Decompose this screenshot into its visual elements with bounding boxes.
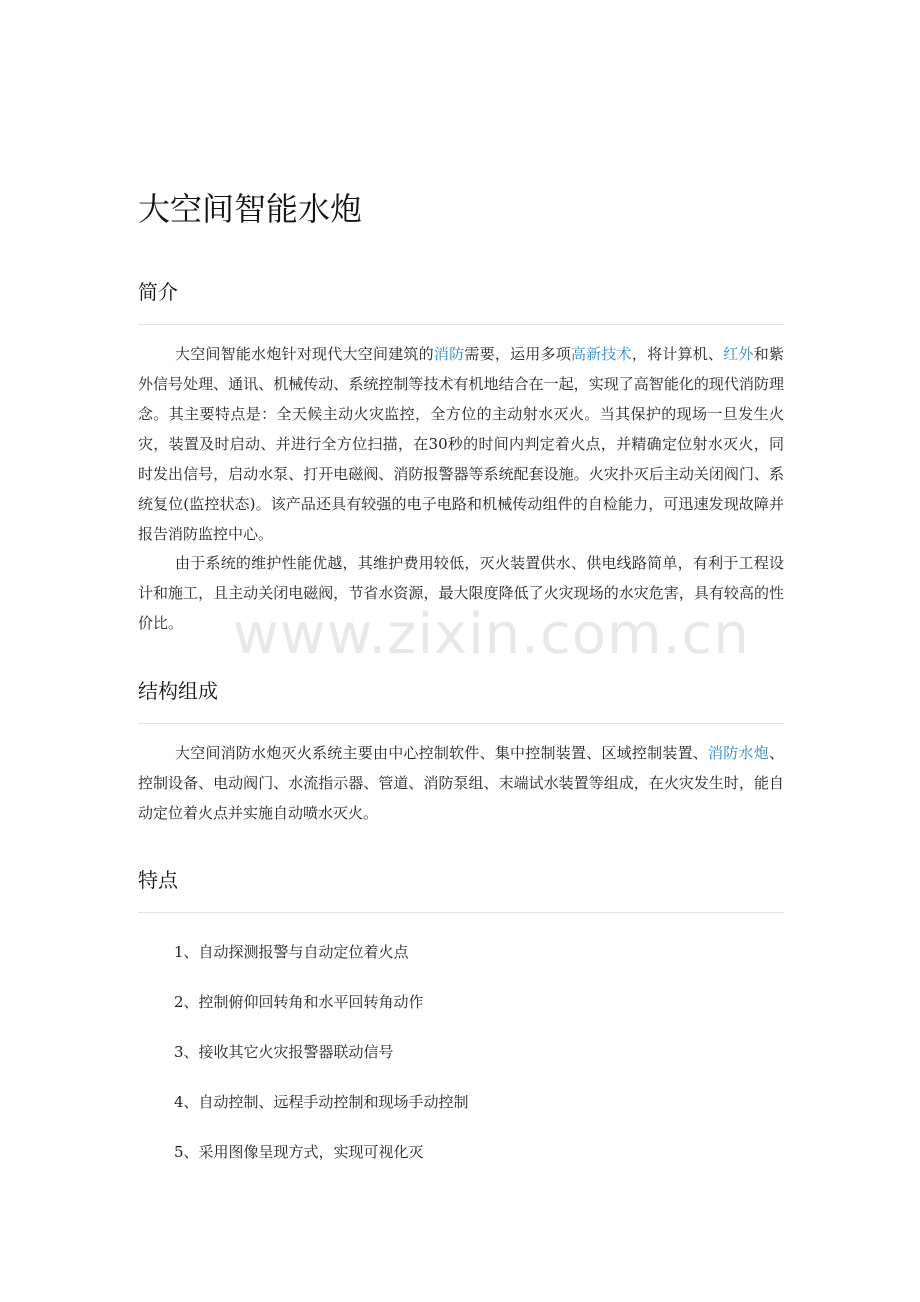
section-divider — [138, 324, 784, 325]
inline-link[interactable]: 消防水炮 — [708, 744, 769, 762]
feature-item: 2、控制俯仰回转角和水平回转角动作 — [174, 993, 424, 1011]
structure-paragraph — [138, 738, 784, 828]
text-run: 和紫外信号处理、通讯、机械传动、系统控制等技术有机地结合在一起，实现了高智能化的现代消防理念。其主要特点是：全天候主动火灾监控，全方位的主动射水灭火。当其保护的现场一旦发生火灾，装置及时启动、并进行全方位扫描，在30秒的时间内判定着火点，并精确定位射水灭火，同时发出信号，启动水泵、打开电磁阀、消防报警器等系统配套设施。火灾扑灭后主动关闭阀门、系统复位(监控状态)。该产品还具有较强的电子电路和机械传动组件的自检能力，可迅速发现故障并报告消防监控中心。 — [138, 345, 784, 543]
text-run: 需要，运用多项 — [464, 345, 571, 363]
feature-item: 5、采用图像呈现方式，实现可视化灭 — [174, 1143, 424, 1161]
section-heading-structure: 结构组成 — [138, 679, 218, 703]
intro-paragraph-2: 由于系统的维护性能优越，其维护费用较低，灭火装置供水、供电线路简单，有利于工程设计和施工，且主动关闭电磁阀，节省水资源，最大限度降低了火灾现场的水灾危害，具有较高的性价比。 — [138, 554, 784, 632]
watermark: www.zixin.com.cn — [233, 602, 750, 667]
feature-item: 1、自动探测报警与自动定位着火点 — [174, 943, 409, 961]
intro-paragraph-1 — [138, 339, 784, 549]
page-title: 大空间智能水炮 — [138, 190, 363, 228]
section-divider — [138, 723, 784, 724]
inline-link[interactable]: 红外 — [723, 345, 754, 363]
text-run: 大空间消防水炮灭火系统主要由中心控制软件、集中控制装置、区域控制装置、 — [175, 744, 709, 762]
inline-link[interactable]: 消防 — [433, 345, 465, 363]
feature-item: 4、自动控制、远程手动控制和现场手动控制 — [174, 1093, 469, 1111]
section-heading-features: 特点 — [138, 868, 178, 892]
features-list — [174, 937, 469, 1187]
text-run: 大空间智能水炮针对现代大空间建筑的 — [175, 345, 434, 363]
text-run: ，将计算机、 — [631, 345, 724, 363]
section-heading-intro: 简介 — [138, 280, 178, 304]
feature-item: 3、接收其它火灾报警器联动信号 — [174, 1043, 394, 1061]
section-divider — [138, 912, 784, 913]
text-run: 、控制设备、电动阀门、水流指示器、管道、消防泵组、末端试水装置等组成，在火灾发生时，能自动定位着火点并实施自动喷水灭火。 — [138, 744, 784, 822]
inline-link[interactable]: 高新技术 — [570, 345, 632, 363]
